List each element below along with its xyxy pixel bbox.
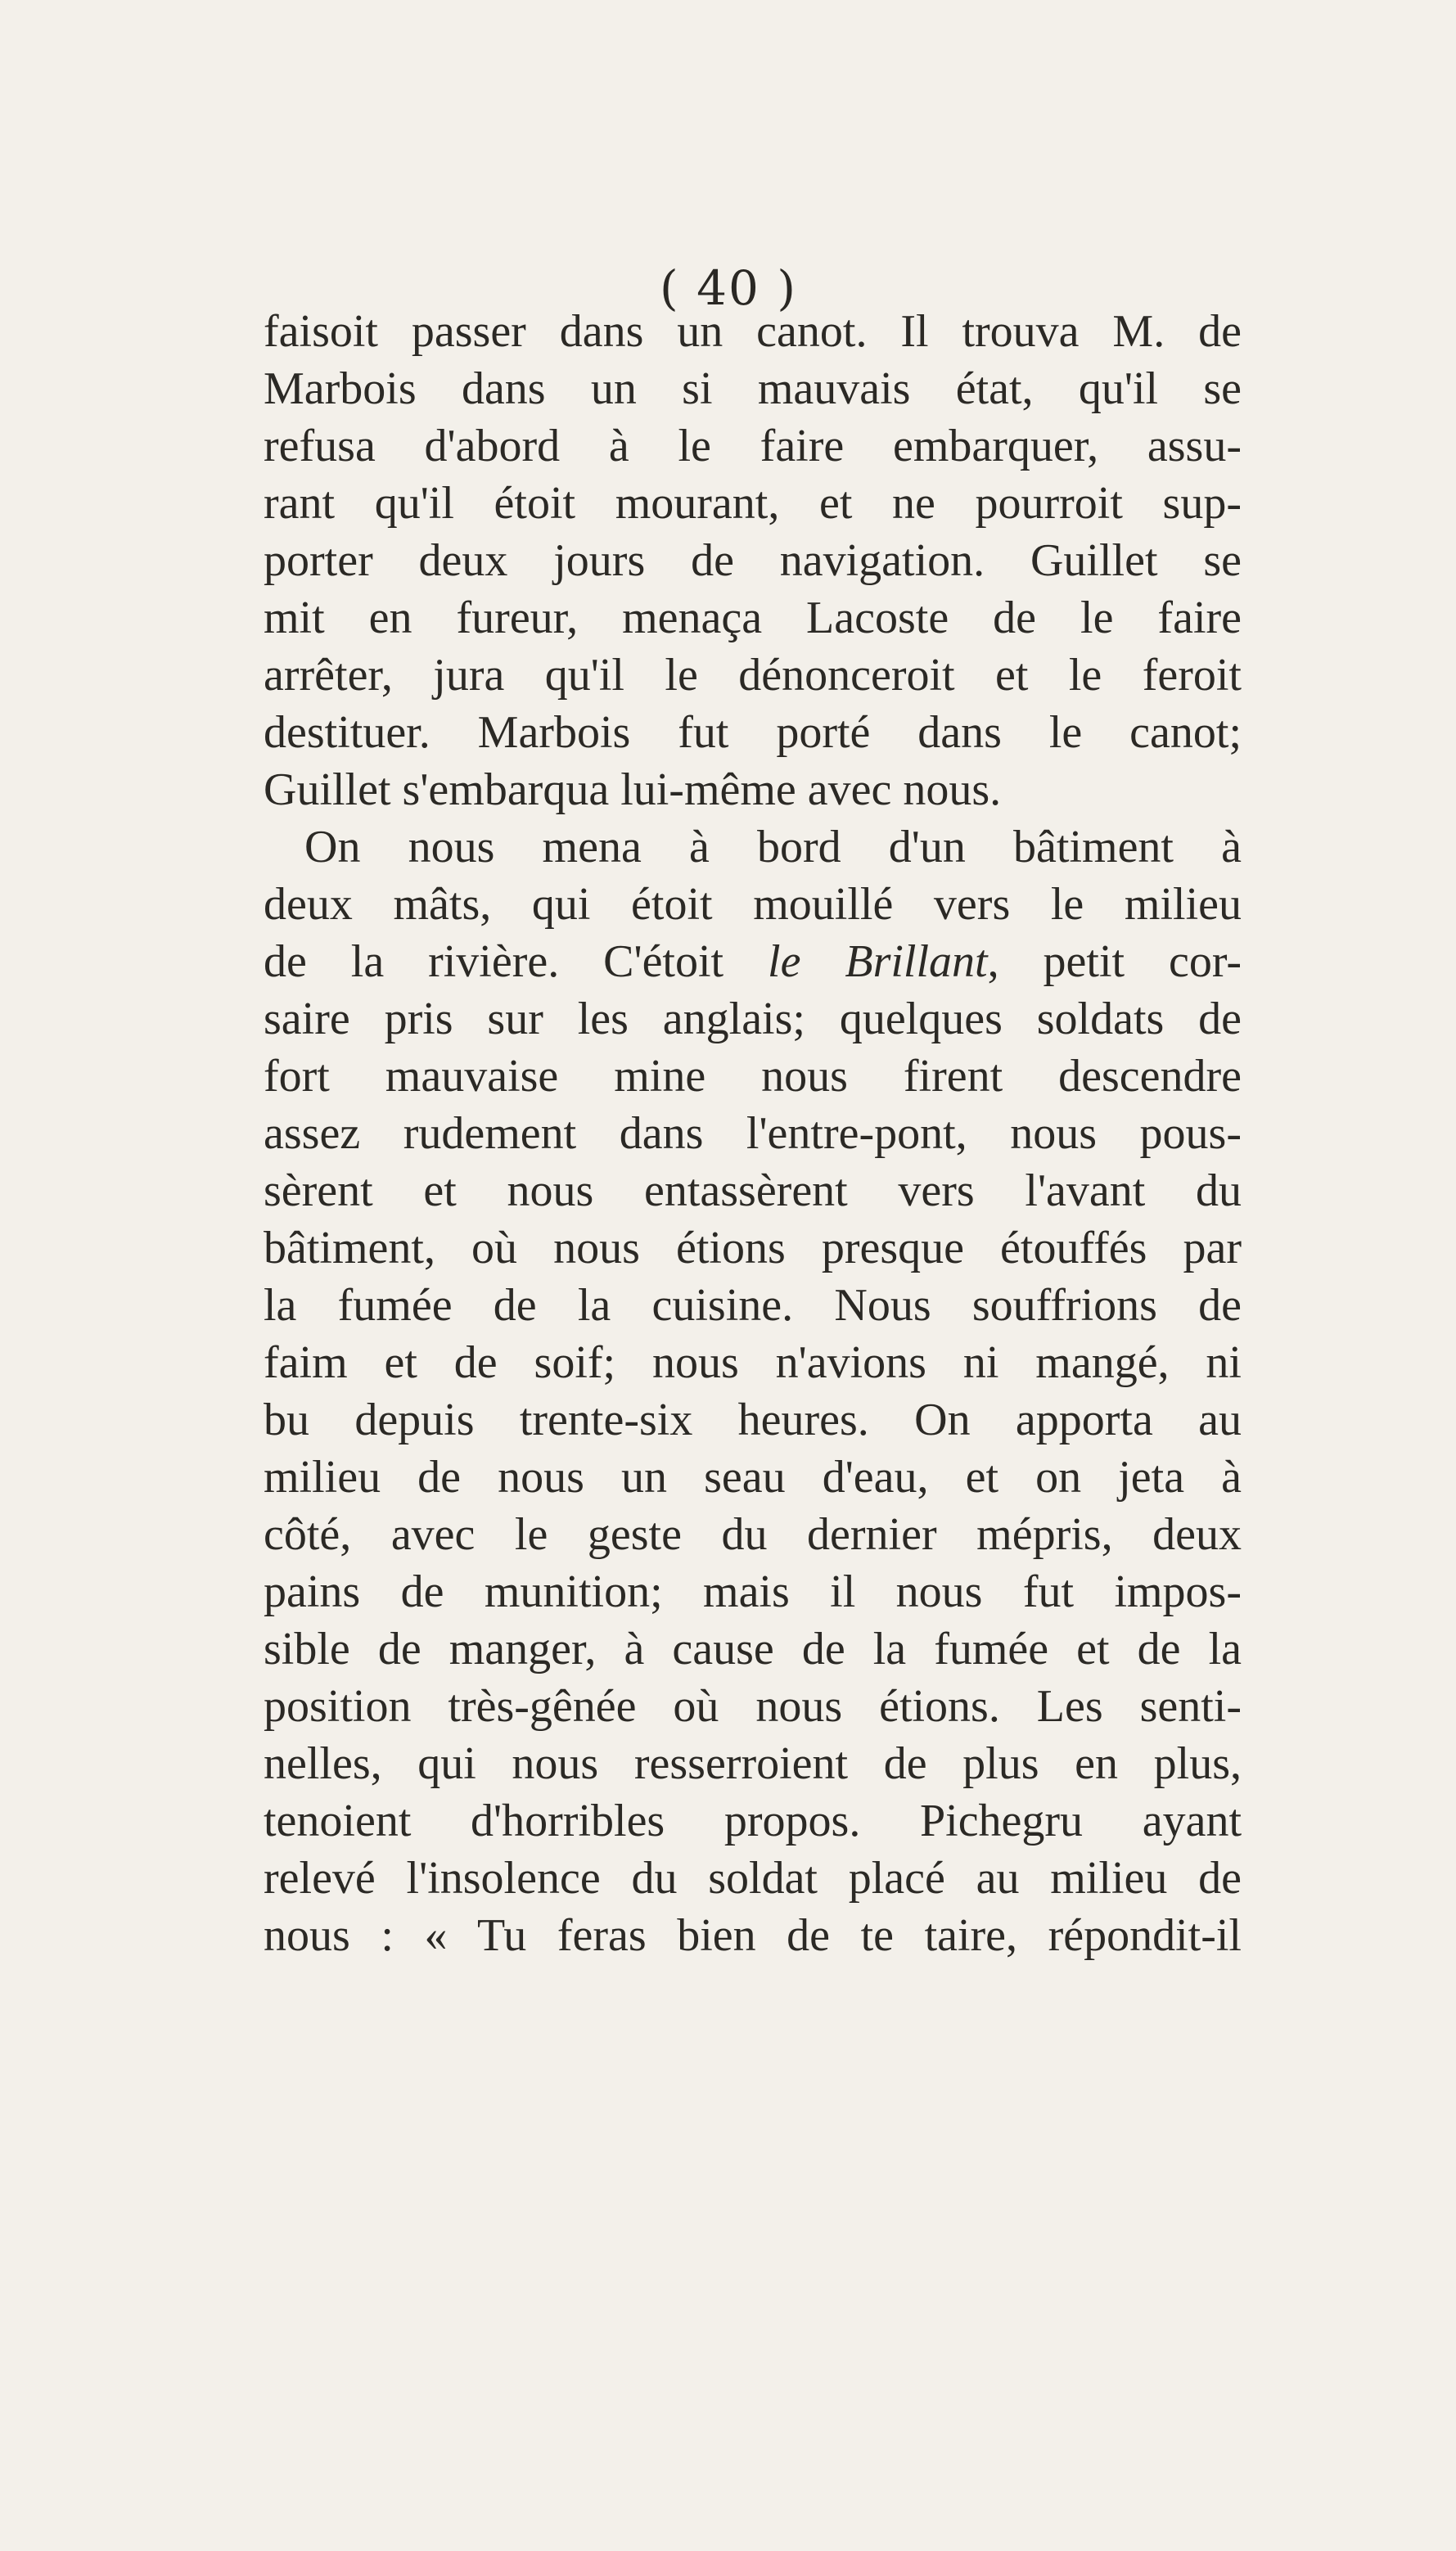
ship-name: le Brillant [768, 936, 988, 987]
text-line: faisoit passer dans un canot. Il trouva M. de [264, 306, 1242, 357]
text-line: la fumée de la cuisine. Nous souffrions de [264, 1280, 1242, 1331]
text-line-with-ship-name [264, 933, 1242, 990]
text-line: bâtiment, où nous étions presque étouffés par [264, 1223, 1242, 1273]
text-line: porter deux jours de navigation. Guillet se [264, 535, 1242, 586]
text-line: rant qu'il étoit mourant, et ne pourroit sup- [264, 478, 1242, 529]
text-line: deux mâts, qui étoit mouillé vers le milieu [264, 879, 1242, 930]
text-line: nous : « Tu feras bien de te taire, répondit-il [264, 1910, 1242, 1961]
text-line: arrêter, jura qu'il le dénonceroit et le feroit [264, 650, 1242, 701]
text-line: sible de manger, à cause de la fumée et de la [264, 1624, 1242, 1674]
page-number: ( 40 ) [660, 260, 797, 316]
text-segment: de la rivière. C'étoit [264, 936, 769, 987]
text-line: Guillet s'embarqua lui-même avec nous. [264, 764, 1002, 815]
body-text [264, 303, 1242, 1964]
text-line: destituer. Marbois fut porté dans le canot; [264, 707, 1242, 758]
text-line: position très-gênée où nous étions. Les senti- [264, 1681, 1242, 1732]
text-line: fort mauvaise mine nous firent descendre [264, 1051, 1242, 1102]
text-line: sèrent et nous entassèrent vers l'avant du [264, 1165, 1242, 1216]
text-line: assez rudement dans l'entre-pont, nous pous- [264, 1108, 1242, 1159]
text-segment: , petit cor- [987, 936, 1242, 987]
text-line: côté, avec le geste du dernier mépris, deux [264, 1509, 1242, 1560]
text-line: milieu de nous un seau d'eau, et on jeta à [264, 1452, 1242, 1503]
text-line: mit en fureur, menaça Lacoste de le faire [264, 593, 1242, 643]
text-line: refusa d'abord à le faire embarquer, assu- [264, 421, 1242, 471]
text-line: tenoient d'horribles propos. Pichegru ayant [264, 1796, 1242, 1846]
text-line: relevé l'insolence du soldat placé au milieu de [264, 1853, 1242, 1904]
text-line: Marbois dans un si mauvais état, qu'il se [264, 363, 1242, 414]
paragraph-start-line: On nous mena à bord d'un bâtiment à [304, 822, 1242, 872]
text-line: saire pris sur les anglais; quelques soldats de [264, 994, 1242, 1044]
text-line: pains de munition; mais il nous fut impos- [264, 1566, 1242, 1617]
text-line: bu depuis trente-six heures. On apporta au [264, 1395, 1242, 1445]
text-line: nelles, qui nous resserroient de plus en plus, [264, 1738, 1242, 1789]
text-line: faim et de soif; nous n'avions ni mangé, ni [264, 1337, 1242, 1388]
